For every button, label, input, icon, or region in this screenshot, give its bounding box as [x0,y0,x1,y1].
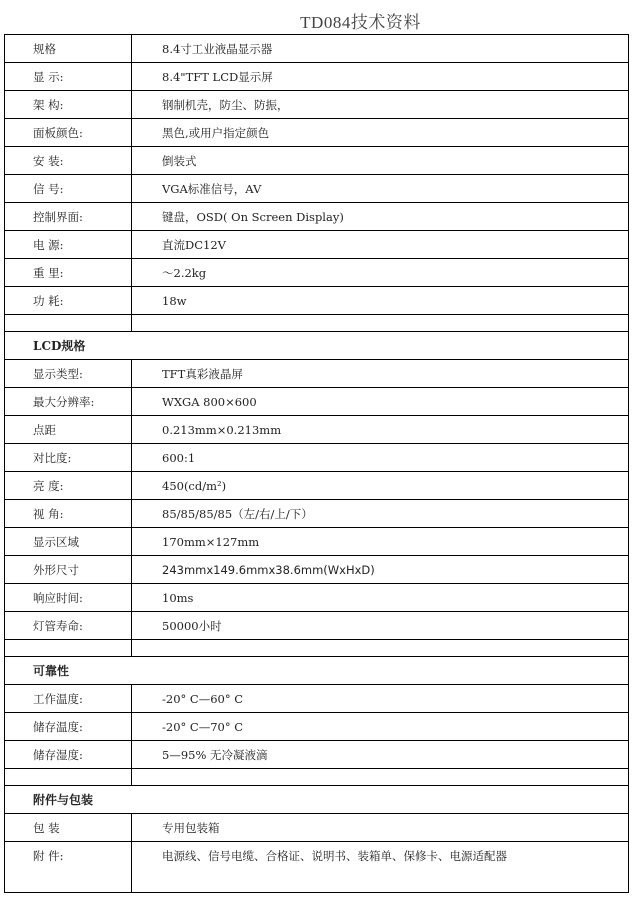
section-heading-row [5,332,629,360]
row-value: TFT真彩液晶屏 [132,360,629,388]
row-value: 170mm×127mm [132,528,629,556]
table-row [5,388,629,416]
row-label: 信 号: [5,175,132,203]
empty-cell [5,315,132,332]
row-value: ～2.2kg [132,259,629,287]
section-heading-accessories: 附件与包装 [5,786,629,814]
row-value: 5—95% 无冷凝液滴 [132,741,629,769]
row-value: 钢制机壳，防尘、防振， [132,91,629,119]
row-label: 安 装: [5,147,132,175]
row-label: 响应时间: [5,584,132,612]
row-label: 工作温度: [5,685,132,713]
document-title: TD084技术资料 [300,13,421,32]
row-value: 50000小时 [132,612,629,640]
table-row [5,685,629,713]
row-value: WXGA 800×600 [132,388,629,416]
table-row [5,259,629,287]
row-label: 对比度: [5,444,132,472]
row-label: 电 源: [5,231,132,259]
table-row [5,91,629,119]
table-row [5,814,629,842]
row-label: 储存湿度: [5,741,132,769]
row-label: 控制界面: [5,203,132,231]
row-value: 专用包装箱 [132,814,629,842]
table-row [5,444,629,472]
section-heading-reliability: 可靠性 [5,657,629,685]
table-row [5,119,629,147]
row-value: 倒装式 [132,147,629,175]
spec-table [4,34,629,893]
table-row [5,584,629,612]
row-value: -20° C—70° C [132,713,629,741]
row-label: 功 耗: [5,287,132,315]
row-value: 键盘，OSD( On Screen Display) [132,203,629,231]
table-row [5,416,629,444]
table-row [5,741,629,769]
row-value: 8.4寸工业液晶显示器 [132,35,629,63]
section-heading-row [5,657,629,685]
row-label: 架 构: [5,91,132,119]
row-value: 243mmx149.6mmx38.6mm(WxHxD) [132,556,629,584]
row-value: 8.4"TFT LCD显示屏 [132,63,629,91]
empty-row [5,315,629,332]
row-label: 灯管寿命: [5,612,132,640]
row-value: 直流DC12V [132,231,629,259]
table-row [5,500,629,528]
row-label: 包 装 [5,814,132,842]
row-label: 规格 [5,35,132,63]
table-row [5,472,629,500]
table-row [5,231,629,259]
row-label: 视 角: [5,500,132,528]
empty-cell [132,640,629,657]
table-row [5,360,629,388]
row-value: VGA标准信号，AV [132,175,629,203]
empty-row [5,640,629,657]
table-row [5,842,629,893]
row-value: 电源线、信号电缆、合格证、说明书、装箱单、保修卡、电源适配器 [132,842,629,893]
row-label: 外形尺寸 [5,556,132,584]
row-value: -20° C—60° C [132,685,629,713]
row-label: 显示区域 [5,528,132,556]
row-value: 黑色,或用户指定颜色 [132,119,629,147]
section-heading-lcd: LCD规格 [5,332,629,360]
row-label: 重 里: [5,259,132,287]
row-label: 亮 度: [5,472,132,500]
table-row [5,612,629,640]
table-row [5,713,629,741]
empty-cell [132,315,629,332]
row-label: 储存温度: [5,713,132,741]
row-label: 最大分辨率: [5,388,132,416]
row-label: 显示类型: [5,360,132,388]
row-value: 0.213mm×0.213mm [132,416,629,444]
row-label: 面板颜色: [5,119,132,147]
empty-cell [5,640,132,657]
row-label: 显 示: [5,63,132,91]
row-label: 附 件: [5,842,132,893]
table-row [5,147,629,175]
row-value: 85/85/85/85（左/右/上/下） [132,500,629,528]
empty-row [5,769,629,786]
table-row [5,556,629,584]
row-value: 600:1 [132,444,629,472]
row-value: 18w [132,287,629,315]
row-value: 10ms [132,584,629,612]
row-value: 450(cd/m²) [132,472,629,500]
table-row [5,203,629,231]
section-heading-row [5,786,629,814]
empty-cell [132,769,629,786]
table-row [5,528,629,556]
table-row [5,287,629,315]
empty-cell [5,769,132,786]
table-row [5,175,629,203]
table-row [5,63,629,91]
table-row [5,35,629,63]
row-label: 点距 [5,416,132,444]
